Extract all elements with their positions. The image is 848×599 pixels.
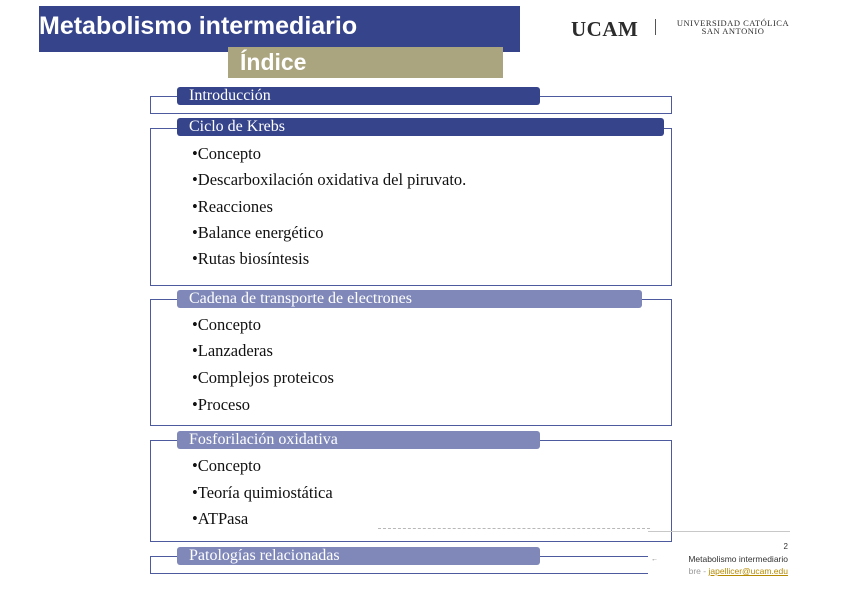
logo-university xyxy=(668,19,798,35)
section-krebs-header: Ciclo de Krebs xyxy=(177,118,664,136)
footer-title: Metabolismo intermediario xyxy=(688,554,788,564)
section-intro-header: Introducción xyxy=(177,87,540,105)
section-patho-header: Patologías relacionadas xyxy=(177,547,540,565)
footer-author xyxy=(689,566,788,576)
footer-author-prefix: bre - xyxy=(688,566,707,576)
footer-dashed-divider xyxy=(378,528,650,529)
list-item: •Descarboxilación oxidativa del piruvato. xyxy=(192,170,467,189)
page-subtitle: Índice xyxy=(240,49,307,75)
list-item: •Reacciones xyxy=(192,197,273,216)
list-item: •Concepto xyxy=(192,315,262,334)
logo-university-line2: SAN ANTONIO xyxy=(701,26,765,36)
list-item: •Balance energético xyxy=(192,223,324,242)
list-item: •Complejos proteicos xyxy=(192,368,334,387)
logo-separator xyxy=(655,19,656,35)
list-item: •ATPasa xyxy=(192,509,249,528)
list-item: •Concepto xyxy=(192,456,262,475)
list-item: •Teoría quimiostática xyxy=(192,483,333,502)
footer-email-link[interactable]: japellicer@ucam.edu xyxy=(708,566,788,576)
list-item: •Lanzaderas xyxy=(192,341,273,360)
section-phos-header: Fosforilación oxidativa xyxy=(177,431,540,449)
page-title: Metabolismo intermediario xyxy=(39,12,358,40)
footer-divider xyxy=(648,531,790,532)
list-item: •Rutas biosíntesis xyxy=(192,249,310,268)
list-item: •Concepto xyxy=(192,144,262,163)
list-item: •Proceso xyxy=(192,395,251,414)
section-chain-header: Cadena de transporte de electrones xyxy=(177,290,642,308)
footer-mark: ← xyxy=(651,556,658,563)
logo-university-line1: UNIVERSIDAD CATÓLICA xyxy=(676,18,790,28)
logo-wordmark: UCAM xyxy=(571,17,639,41)
page-number: 2 xyxy=(783,542,788,551)
